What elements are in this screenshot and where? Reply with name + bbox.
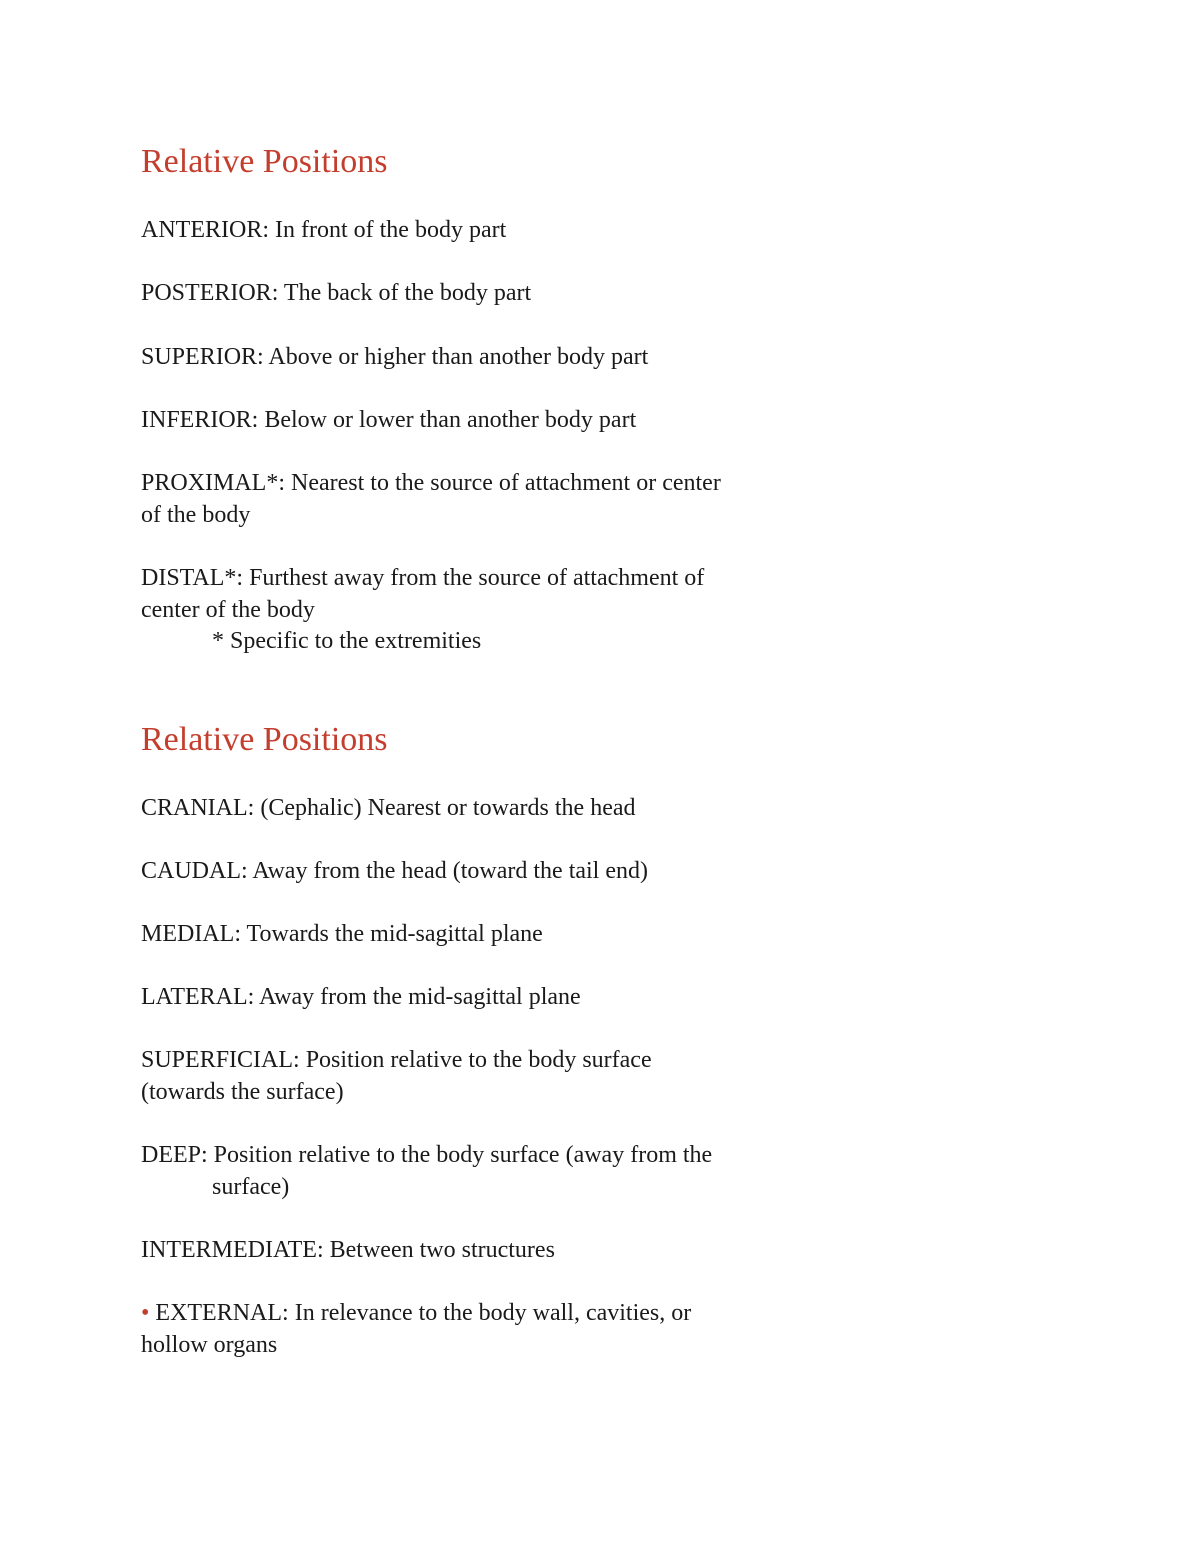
section-1-title: Relative Positions [141,143,388,180]
term-external-text: EXTERNAL: In relevance to the body wall, cavities, or [155,1300,692,1326]
term-inferior: INFERIOR: Below or lower than another body part [141,407,637,433]
footnote-extremities: * Specific to the extremities [212,628,482,654]
term-medial: MEDIAL: Towards the mid-sagittal plane [141,921,543,947]
term-intermediate: INTERMEDIATE: Between two structures [141,1237,555,1263]
term-deep: DEEP: Position relative to the body surface (away from the [141,1142,713,1168]
term-superior: SUPERIOR: Above or higher than another body part [141,344,649,370]
term-posterior: POSTERIOR: The back of the body part [141,280,532,306]
term-superficial: SUPERFICIAL: Position relative to the body surface [141,1047,652,1073]
term-deep-cont: surface) [212,1174,290,1200]
term-proximal: PROXIMAL*: Nearest to the source of attachment or center [141,470,721,496]
term-external-cont: hollow organs [141,1332,278,1358]
term-cranial: CRANIAL: (Cephalic) Nearest or towards the head [141,795,636,821]
term-lateral: LATERAL: Away from the mid-sagittal plane [141,984,581,1010]
term-external [141,1297,691,1329]
section-2-title: Relative Positions [141,721,388,758]
term-distal-cont: center of the body [141,597,315,623]
bullet-icon: • [141,1300,150,1326]
term-distal: DISTAL*: Furthest away from the source of attachment of [141,565,705,591]
term-superficial-cont: (towards the surface) [141,1079,344,1105]
term-anterior: ANTERIOR: In front of the body part [141,217,507,243]
term-caudal: CAUDAL: Away from the head (toward the tail end) [141,858,648,884]
term-proximal-cont: of the body [141,502,251,528]
